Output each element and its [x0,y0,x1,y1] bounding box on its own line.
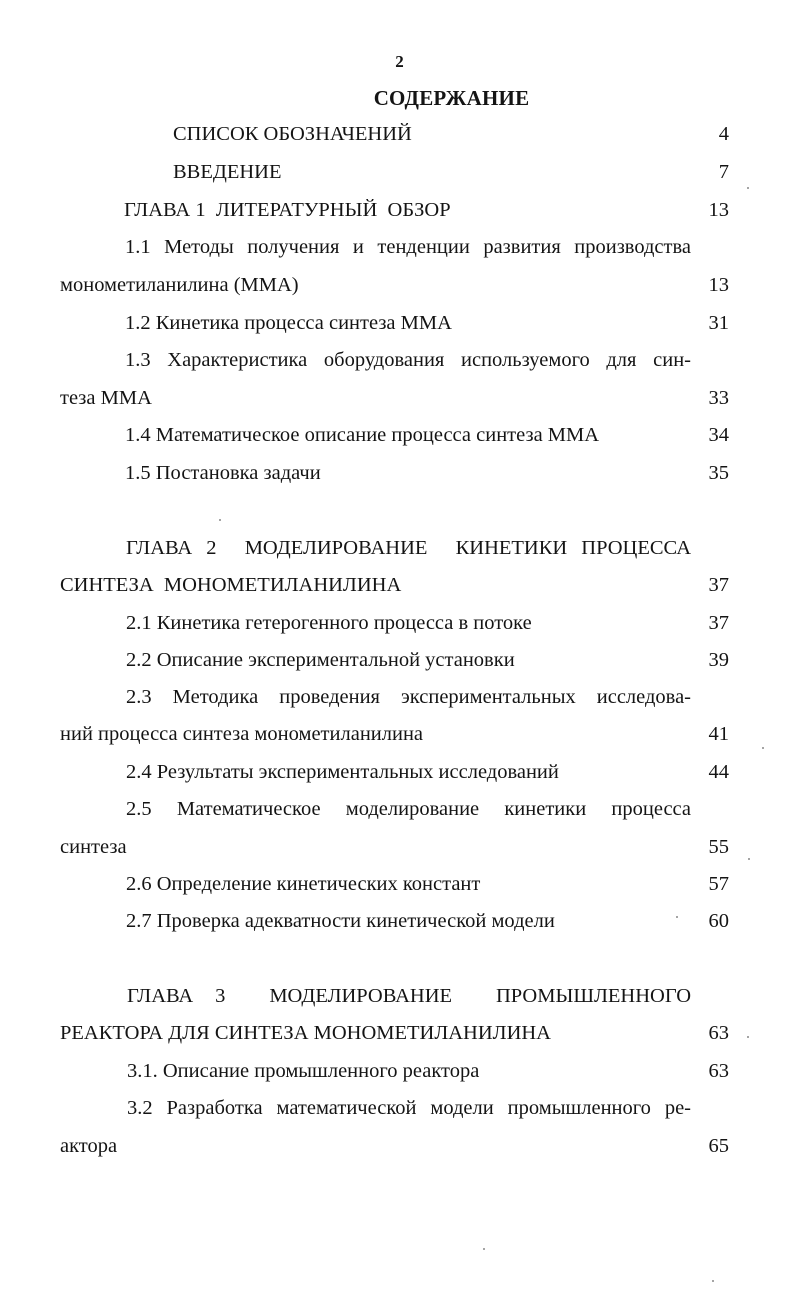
toc-page: 55 [708,836,729,858]
scan-speck [219,519,221,521]
scan-speck [747,187,749,189]
toc-text: ВВЕДЕНИЕ [173,161,282,183]
scan-speck [676,916,678,918]
toc-text: 1.5 Постановка задачи [125,462,321,484]
toc-text: 2.4 Результаты экспериментальных исследований [126,761,559,783]
toc-page: 41 [708,723,729,745]
toc-text-line2: СИНТЕЗА МОНОМЕТИЛАНИЛИНА [60,574,402,596]
toc-page: 60 [708,910,729,932]
toc-page: 13 [708,274,729,296]
toc-text-line1: 1.3 Характеристика оборудования используемого для син- [125,349,691,371]
scan-speck [483,1248,485,1250]
toc-page: 39 [708,649,729,671]
toc-text: СПИСОК ОБОЗНАЧЕНИЙ [173,123,412,145]
page-title: СОДЕРЖАНИЕ [373,86,530,110]
toc-text: 1.2 Кинетика процесса синтеза ММА [125,312,452,334]
toc-page: 65 [708,1135,729,1157]
toc-text: 2.7 Проверка адекватности кинетической модели [126,910,555,932]
page-number: 2 [395,52,404,71]
toc-text: 1.4 Математическое описание процесса синтеза ММА [125,424,600,446]
toc-text-line1: 2.3 Методика проведения экспериментальных исследова- [126,686,691,708]
toc-page: 44 [708,761,729,783]
scan-speck [712,1280,714,1282]
toc-page: 7 [718,161,729,183]
toc-text-line1: 1.1 Методы получения и тенденции развития производства [125,236,691,258]
toc-page: 13 [708,199,729,221]
toc-text: 2.6 Определение кинетических констант [126,873,481,895]
toc-page: 63 [708,1022,729,1044]
toc-text-line2: монометиланилина (ММА) [60,274,299,296]
toc-text-line2: ний процесса синтеза монометиланилина [60,723,424,745]
toc-text-line1: ГЛАВА 3 МОДЕЛИРОВАНИЕ ПРОМЫШЛЕННОГО [127,985,691,1007]
toc-text-line2: РЕАКТОРА ДЛЯ СИНТЕЗА МОНОМЕТИЛАНИЛИНА [60,1022,551,1044]
toc-text: 3.1. Описание промышленного реактора [127,1060,480,1082]
toc-text-line1: ГЛАВА 2 МОДЕЛИРОВАНИЕ КИНЕТИКИ ПРОЦЕССА [126,537,691,559]
toc-page: 35 [708,462,729,484]
toc-page: 4 [718,123,729,145]
toc-text-line1: 2.5 Математическое моделирование кинетики процесса [126,798,691,820]
toc-text: 2.2 Описание экспериментальной установки [126,649,515,671]
toc-text-line2: теза ММА [60,387,152,409]
toc-text: 2.1 Кинетика гетерогенного процесса в потоке [126,612,532,634]
toc-page: 57 [708,873,729,895]
scan-speck [747,1036,749,1038]
toc-text-line1: 3.2 Разработка математической модели промышленного ре- [127,1097,691,1119]
toc-page: 31 [708,312,729,334]
toc-page: 34 [708,424,729,446]
toc-text: ГЛАВА 1 ЛИТЕРАТУРНЫЙ ОБЗОР [124,199,451,221]
scan-speck [762,747,764,749]
toc-page: 63 [708,1060,729,1082]
toc-page: 37 [708,612,729,634]
toc-text-line2: актора [60,1135,118,1157]
toc-page: 33 [708,387,729,409]
scan-speck [748,858,750,860]
toc-text-line2: синтеза [60,836,127,858]
toc-page: 37 [708,574,729,596]
